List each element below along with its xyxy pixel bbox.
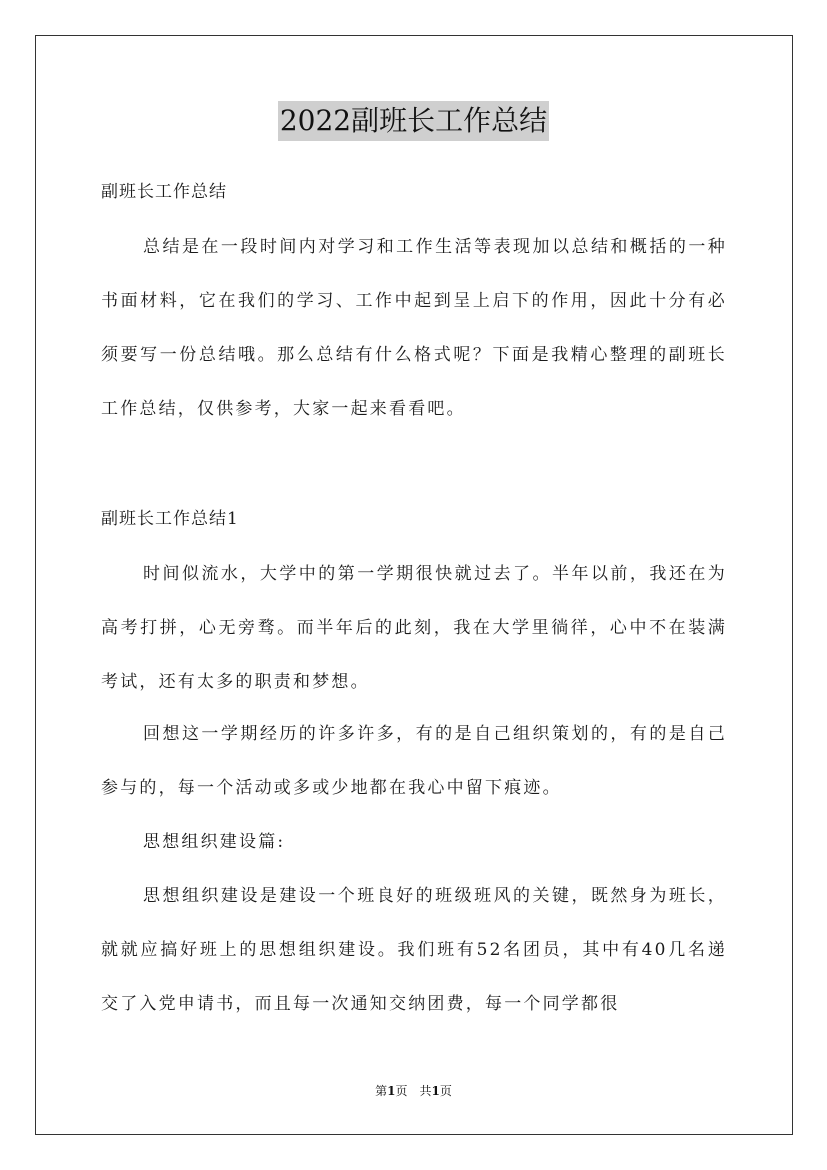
footer-page-mid: 页 共: [395, 1084, 432, 1098]
body-paragraph-3: 思想组织建设篇:: [143, 832, 286, 852]
document-title: 2022副班长工作总结: [278, 101, 549, 141]
title-container: [0, 101, 827, 141]
footer-page-total: 1: [431, 1084, 440, 1098]
footer-page-current: 1: [387, 1084, 396, 1098]
section-heading-1: 副班长工作总结1: [101, 509, 239, 529]
body-paragraph-2: 回想这一学期经历的许多许多，有的是自己组织策划的，有的是自己参与的，每一个活动或多或少地都在我心中留下痕迹。: [101, 724, 727, 798]
page-footer: [0, 1082, 827, 1100]
footer-page-prefix: 第: [375, 1084, 388, 1098]
body-paragraph-1: 时间似流水，大学中的第一学期很快就过去了。半年以前，我还在为高考打拼，心无旁骛。而半年后的此刻，我在大学里徜徉，心中不在装满考试，还有太多的职责和梦想。: [101, 564, 727, 692]
body-paragraph-4: 思想组织建设是建设一个班良好的班级班风的关键，既然身为班长，就就应搞好班上的思想组织建设。我们班有52名团员，其中有40几名递交了入党申请书，而且每一次通知交纳团费，每一个同学都很: [101, 886, 727, 1014]
document-subtitle: 副班长工作总结: [101, 182, 227, 202]
footer-page-suffix: 页: [439, 1084, 452, 1098]
intro-paragraph: 总结是在一段时间内对学习和工作生活等表现加以总结和概括的一种书面材料，它在我们的学习、工作中起到呈上启下的作用，因此十分有必须要写一份总结哦。那么总结有什么格式呢？下面是我精心整理的副班长工作总结，仅供参考，大家一起来看看吧。: [101, 237, 727, 419]
